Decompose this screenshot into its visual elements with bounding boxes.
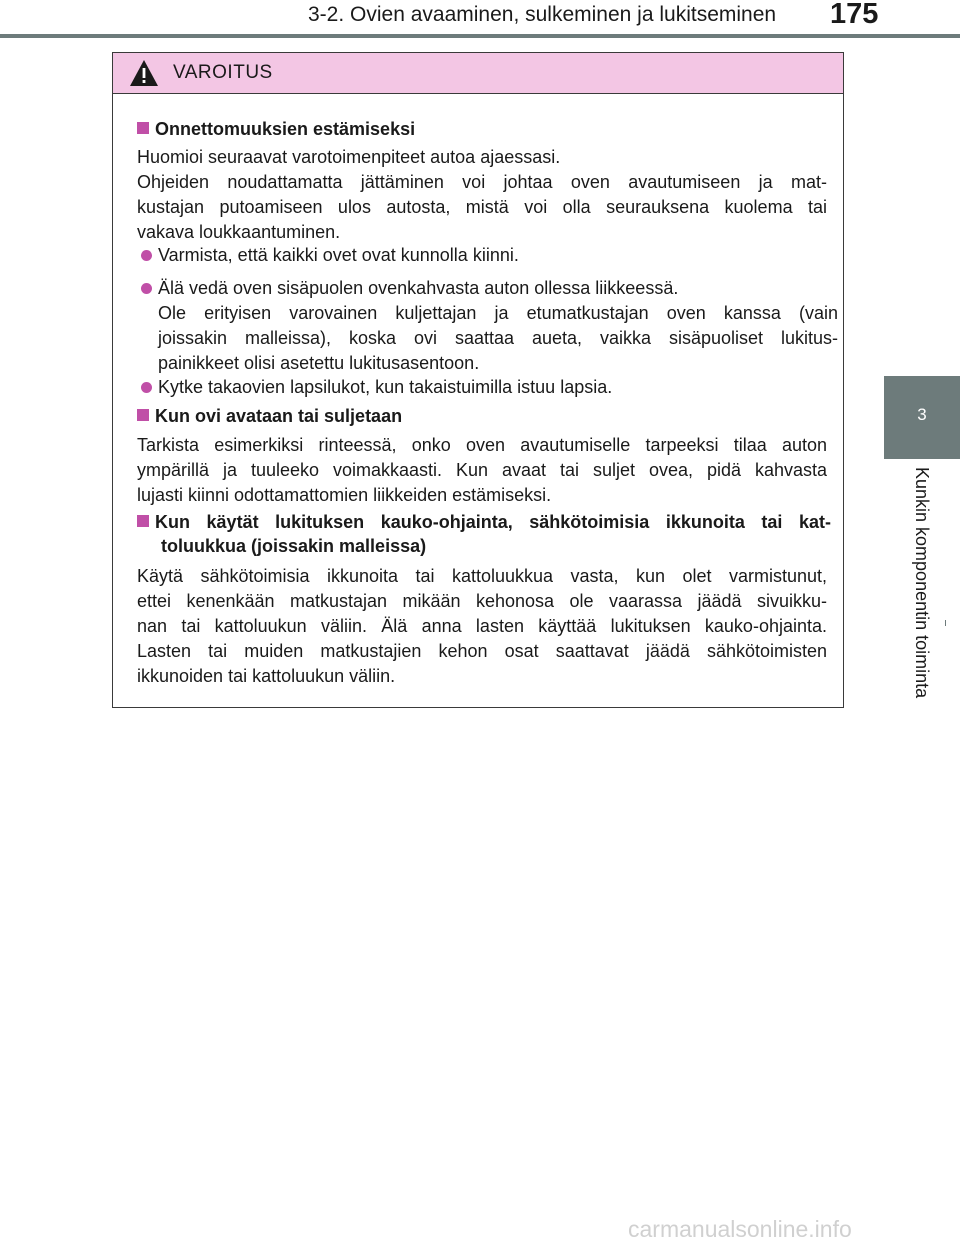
square-bullet-icon [137,515,149,527]
paragraph: Tarkista esimerkiksi rinteessä, onko oven avautumiselle tarpeeksi tilaa auton ympärillä ja tuuleeko voimakkaasti. Kun avaat tai suljet ovea, pidä kahvasta lujasti kiinni odottamattomien liikkeiden estämiseksi. [137,435,827,505]
warning-box [112,52,844,708]
section-heading: Kun käytät lukituksen kauko-ohjainta, sähkötoimisia ikkunoita tai kat- toluukkua (joissakin malleissa) [137,512,837,557]
bullet-item: Kytke takaovien lapsilukot, kun takaistuimilla istuu lapsia. [158,377,613,397]
round-bullet-icon [141,250,152,261]
chapter-number: 3 [917,405,927,424]
header-rule [0,34,960,38]
warning-title: VAROITUS [173,62,273,83]
paragraph: Huomioi seuraavat varotoimenpiteet autoa ajaessasi. Ohjeiden noudattamatta jättäminen voi johtaa oven avautumiseen ja mat- kustajan putoamiseen ulos autosta, mistä voi olla seurauksena kuolema tai vakava loukkaantuminen. [137,147,827,242]
section-title: 3-2. Ovien avaaminen, sulkeminen ja lukitseminen [308,3,777,26]
page-number: 175 [830,0,879,30]
round-bullet-icon [141,283,152,294]
paragraph: Käytä sähkötoimisia ikkunoita tai kattoluukkua vasta, kun olet varmistunut, ettei kenenkään matkustajan mikään kehonosa ole vaarassa jäädä sivuikku- nan tai kattoluukun väliin. Älä anna lasten käyttää lukituksen kauko-ohjainta. Lasten tai muiden matkustajien kehon osat saattavat jäädä sähkötoimisten ikkunoiden tai kattoluukun väliin. [137,566,827,686]
section-heading-continuation: toluukkua (joissakin malleissa) [161,536,427,556]
warning-header [113,53,843,94]
warning-triangle-icon [129,59,159,87]
square-bullet-icon [137,122,149,134]
chapter-label: Kunkin komponentin toiminta [912,467,932,699]
section-heading: Kun ovi avataan tai suljetaan [137,406,402,427]
chapter-tab [884,376,960,459]
bullet-item: Älä vedä oven sisäpuolen ovenkahvasta auton ollessa liikkeessä. Ole erityisen varovainen kuljettajan ja etumatkustajan oven kanssa (vain joissakin malleissa), koska ovi saattaa aueta, vaikka sisäpuoliset lukitus- painikkeet olisi asetettu lukitusasentoon. [158,278,838,373]
square-bullet-icon [137,409,149,421]
watermark: carmanualsonline.info [628,1216,852,1242]
side-tick-mark [945,620,946,626]
bullet-item: Varmista, että kaikki ovet ovat kunnolla kiinni. [158,245,519,265]
round-bullet-icon [141,382,152,393]
section-heading: Onnettomuuksien estämiseksi [137,119,415,140]
